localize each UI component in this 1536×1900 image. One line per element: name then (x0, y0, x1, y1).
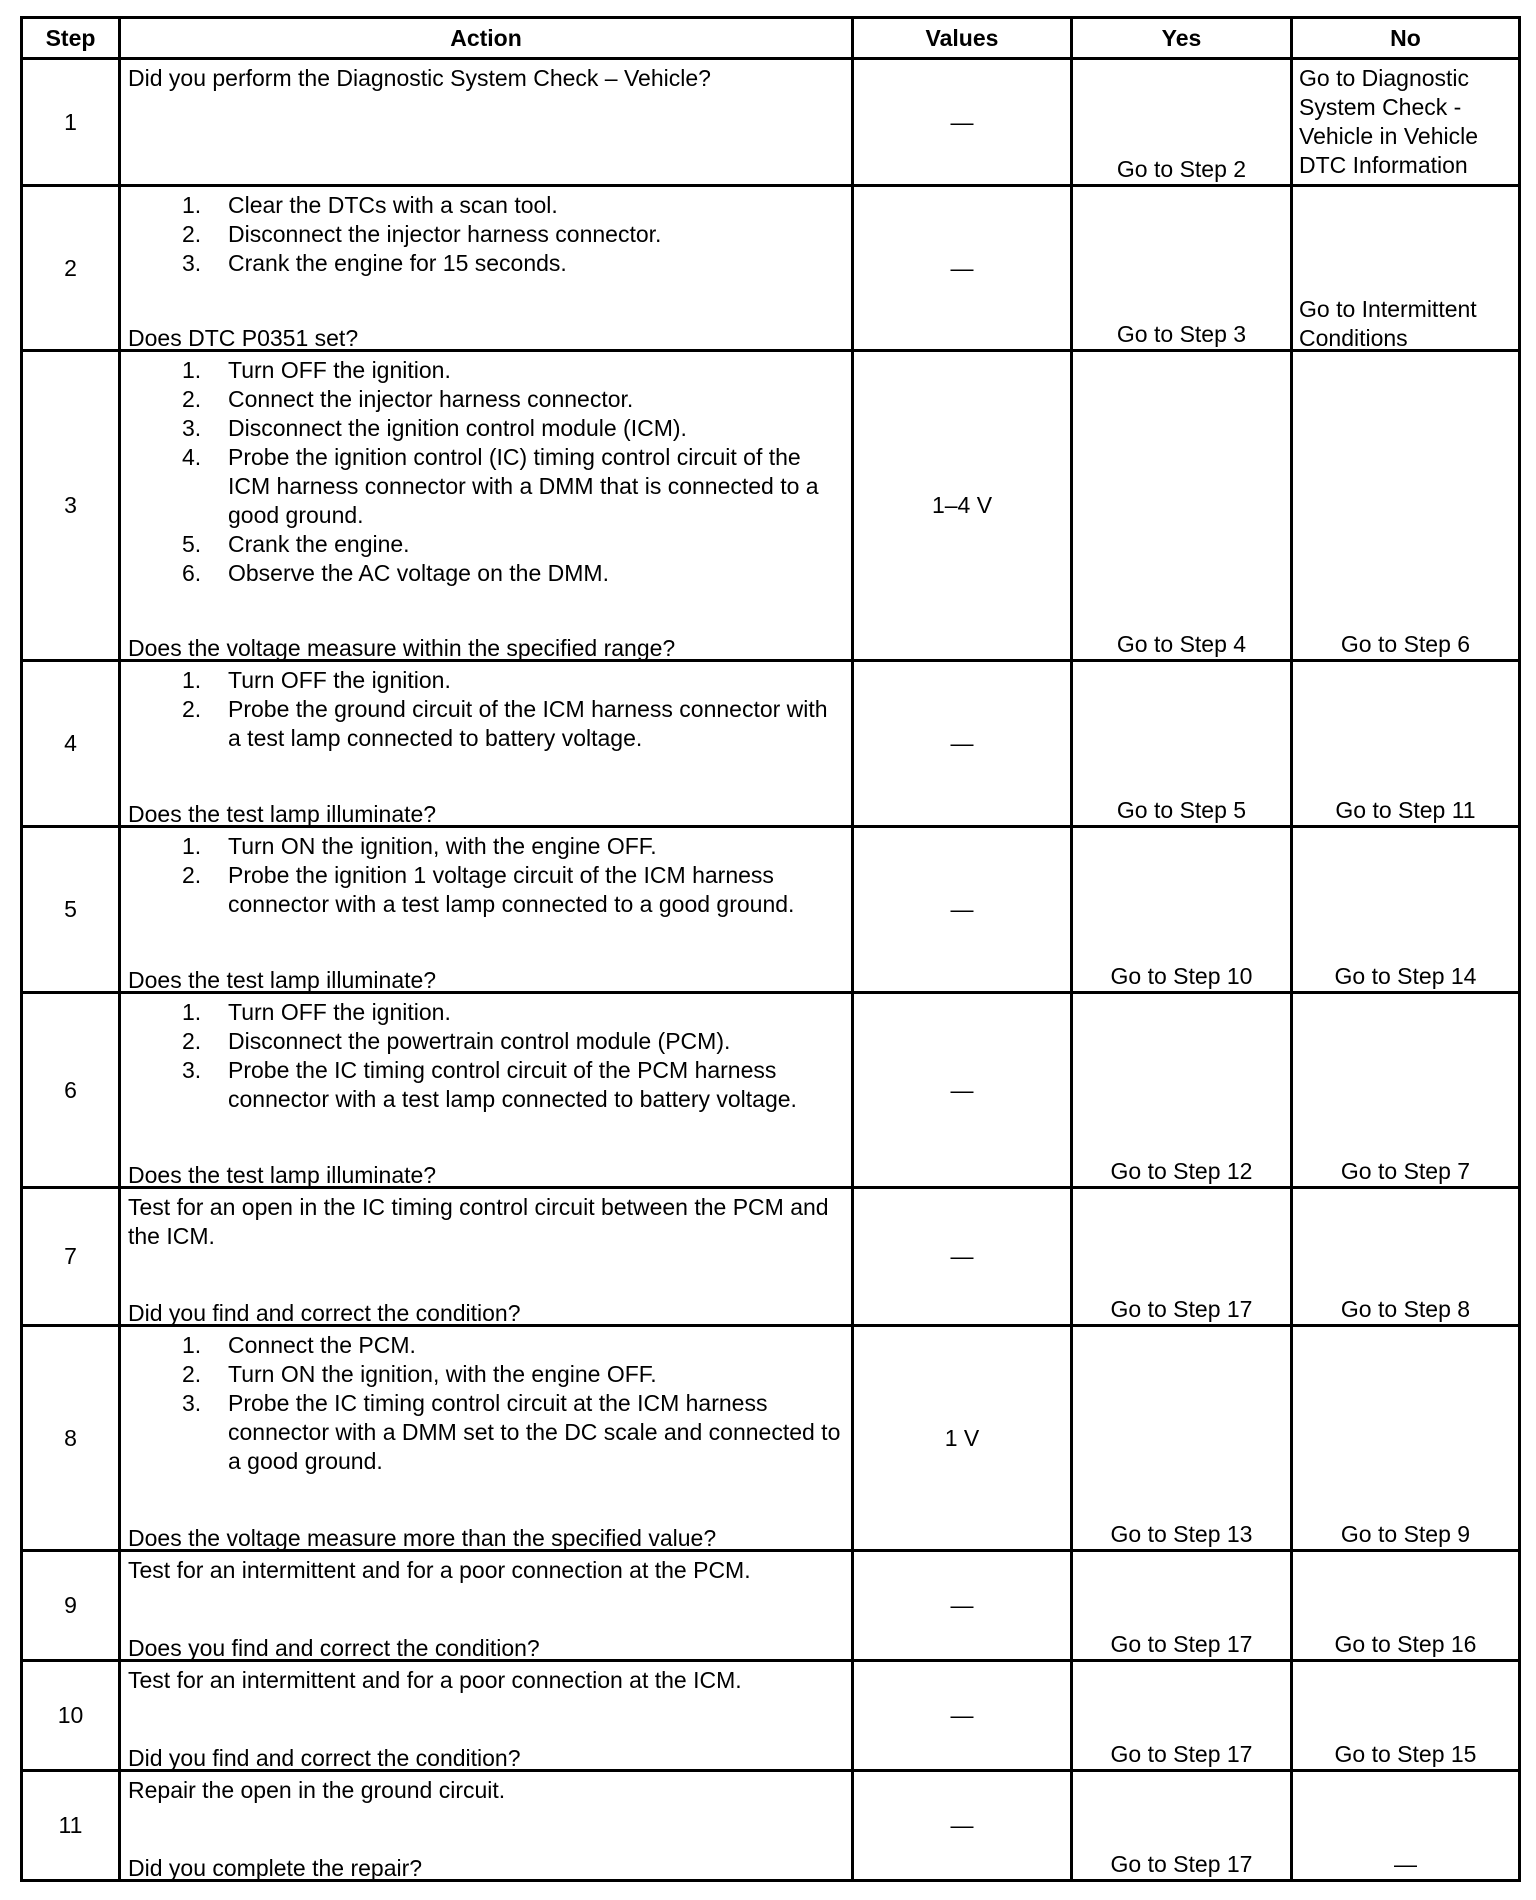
table-row (22, 1551, 1520, 1661)
header-no: No (1292, 18, 1520, 59)
step-number: 6 (22, 993, 120, 1188)
action-list (128, 356, 843, 588)
table-row (22, 1326, 1520, 1551)
header-yes: Yes (1072, 18, 1292, 59)
list-item: 2. Turn ON the ignition, with the engine OFF. (182, 1361, 657, 1387)
list-item: 6. Observe the AC voltage on the DMM. (182, 560, 609, 586)
yes-text: Go to Step 10 (1110, 963, 1253, 989)
header-action: Action (120, 18, 853, 59)
list-item: 4. Probe the ignition control (IC) timing control circuit of the ICM harness connector with a DMM that is connected to a good ground. (182, 444, 819, 528)
yes-cell (1072, 993, 1292, 1188)
header-step: Step (22, 18, 120, 59)
action-text: Test for an intermittent and for a poor connection at the ICM. (128, 1667, 742, 1693)
action-text: Did you perform the Diagnostic System Check – Vehicle? (128, 65, 711, 91)
table-row (22, 661, 1520, 827)
list-item: 3. Probe the IC timing control circuit of the PCM harness connector with a test lamp connected to battery voltage. (182, 1057, 797, 1112)
action-cell (120, 827, 853, 993)
no-cell (1292, 1326, 1520, 1551)
action-cell (120, 1771, 853, 1881)
table-row (22, 1188, 1520, 1326)
action-cell (120, 186, 853, 351)
yes-text: Go to Step 12 (1110, 1158, 1253, 1184)
list-item: 3. Crank the engine for 15 seconds. (182, 250, 567, 276)
action-cell (120, 993, 853, 1188)
action-question: Does the test lamp illuminate? (128, 967, 437, 993)
list-item: 1. Connect the PCM. (182, 1332, 416, 1358)
header-row (22, 18, 1520, 59)
yes-text: Go to Step 17 (1110, 1851, 1253, 1877)
yes-text: Go to Step 17 (1110, 1631, 1253, 1657)
yes-cell (1072, 59, 1292, 186)
step-number: 2 (22, 186, 120, 351)
yes-text: Go to Step 5 (1116, 797, 1247, 823)
action-cell (120, 59, 853, 186)
step-number: 11 (22, 1771, 120, 1881)
action-question: Does the voltage measure more than the specified value? (128, 1525, 717, 1551)
list-item: 1. Turn OFF the ignition. (182, 357, 451, 383)
step-number: 4 (22, 661, 120, 827)
action-question: Does DTC P0351 set? (128, 325, 359, 351)
list-item: 2. Probe the ground circuit of the ICM harness connector with a test lamp connected to battery voltage. (182, 696, 828, 751)
action-question: Did you find and correct the condition? (128, 1745, 521, 1771)
table-row (22, 351, 1520, 661)
value-cell: — (853, 993, 1072, 1188)
no-cell (1292, 827, 1520, 993)
list-item: 5. Crank the engine. (182, 531, 410, 557)
value-cell: 1–4 V (853, 351, 1072, 661)
yes-cell (1072, 1551, 1292, 1661)
yes-cell (1072, 1771, 1292, 1881)
value-cell: — (853, 1771, 1072, 1881)
table-row (22, 59, 1520, 186)
no-text: Go to Step 16 (1334, 1631, 1477, 1657)
yes-cell (1072, 1661, 1292, 1771)
action-question: Did you find and correct the condition? (128, 1300, 521, 1326)
no-cell (1292, 186, 1520, 351)
action-question: Did you complete the repair? (128, 1855, 423, 1881)
step-number: 9 (22, 1551, 120, 1661)
list-item: 1. Turn OFF the ignition. (182, 999, 451, 1025)
yes-cell (1072, 1188, 1292, 1326)
diagnostic-table (20, 16, 1521, 1882)
yes-cell (1072, 1326, 1292, 1551)
table-row (22, 1661, 1520, 1771)
action-list (128, 191, 843, 278)
list-item: 3. Disconnect the ignition control module (ICM). (182, 415, 687, 441)
list-item: 2. Probe the ignition 1 voltage circuit of the ICM harness connector with a test lamp connected to a good ground. (182, 862, 795, 917)
no-cell (1292, 993, 1520, 1188)
table-row (22, 1771, 1520, 1881)
table-row (22, 186, 1520, 351)
header-values: Values (853, 18, 1072, 59)
no-cell (1292, 351, 1520, 661)
value-cell: — (853, 661, 1072, 827)
yes-cell (1072, 661, 1292, 827)
step-number: 7 (22, 1188, 120, 1326)
action-cell (120, 661, 853, 827)
action-list (128, 832, 843, 919)
step-number: 1 (22, 59, 120, 186)
yes-text: Go to Step 3 (1116, 321, 1247, 347)
no-cell (1292, 1551, 1520, 1661)
action-cell (120, 1326, 853, 1551)
action-question: Does you find and correct the condition? (128, 1635, 540, 1661)
action-text: Repair the open in the ground circuit. (128, 1777, 506, 1803)
yes-cell (1072, 186, 1292, 351)
list-item: 2. Disconnect the injector harness connector. (182, 221, 662, 247)
no-text: Go to Diagnostic System Check - Vehicle in Vehicle DTC Information (1299, 65, 1479, 178)
no-text: Go to Step 6 (1340, 631, 1471, 657)
no-cell (1292, 59, 1520, 186)
no-cell (1292, 1771, 1520, 1881)
step-number: 8 (22, 1326, 120, 1551)
action-cell (120, 1661, 853, 1771)
action-question: Does the test lamp illuminate? (128, 1162, 437, 1188)
yes-text: Go to Step 17 (1110, 1741, 1253, 1767)
no-text: Go to Step 9 (1340, 1521, 1471, 1547)
no-cell (1292, 1661, 1520, 1771)
action-cell (120, 1188, 853, 1326)
value-cell: — (853, 186, 1072, 351)
yes-text: Go to Step 4 (1116, 631, 1247, 657)
action-question: Does the test lamp illuminate? (128, 801, 437, 827)
list-item: 1. Turn OFF the ignition. (182, 667, 451, 693)
no-cell (1292, 661, 1520, 827)
no-text: — (1394, 1851, 1417, 1877)
yes-cell (1072, 351, 1292, 661)
value-cell: — (853, 59, 1072, 186)
action-cell (120, 1551, 853, 1661)
table-row (22, 827, 1520, 993)
no-text: Go to Intermittent Conditions (1299, 296, 1477, 351)
value-cell: — (853, 1551, 1072, 1661)
no-cell (1292, 1188, 1520, 1326)
yes-text: Go to Step 17 (1110, 1296, 1253, 1322)
list-item: 1. Clear the DTCs with a scan tool. (182, 192, 558, 218)
no-text: Go to Step 7 (1340, 1158, 1471, 1184)
value-cell: — (853, 1661, 1072, 1771)
list-item: 2. Connect the injector harness connector. (182, 386, 634, 412)
action-text: Test for an open in the IC timing control circuit between the PCM and the ICM. (128, 1194, 829, 1249)
action-list (128, 666, 843, 753)
list-item: 2. Disconnect the powertrain control module (PCM). (182, 1028, 731, 1054)
action-cell (120, 351, 853, 661)
step-number: 5 (22, 827, 120, 993)
action-text: Test for an intermittent and for a poor connection at the PCM. (128, 1557, 751, 1583)
value-cell: — (853, 827, 1072, 993)
table-row (22, 993, 1520, 1188)
no-text: Go to Step 8 (1340, 1296, 1471, 1322)
list-item: 1. Turn ON the ignition, with the engine OFF. (182, 833, 657, 859)
value-cell: 1 V (853, 1326, 1072, 1551)
value-cell: — (853, 1188, 1072, 1326)
no-text: Go to Step 11 (1335, 797, 1476, 823)
no-text: Go to Step 14 (1334, 963, 1477, 989)
action-list (128, 1331, 843, 1476)
list-item: 3. Probe the IC timing control circuit at the ICM harness connector with a DMM set to the DC scale and connected to a good ground. (182, 1390, 841, 1474)
action-question: Does the voltage measure within the specified range? (128, 635, 676, 661)
step-number: 3 (22, 351, 120, 661)
no-text: Go to Step 15 (1334, 1741, 1477, 1767)
action-list (128, 998, 843, 1114)
step-number: 10 (22, 1661, 120, 1771)
yes-text: Go to Step 2 (1116, 156, 1247, 182)
yes-cell (1072, 827, 1292, 993)
yes-text: Go to Step 13 (1110, 1521, 1253, 1547)
